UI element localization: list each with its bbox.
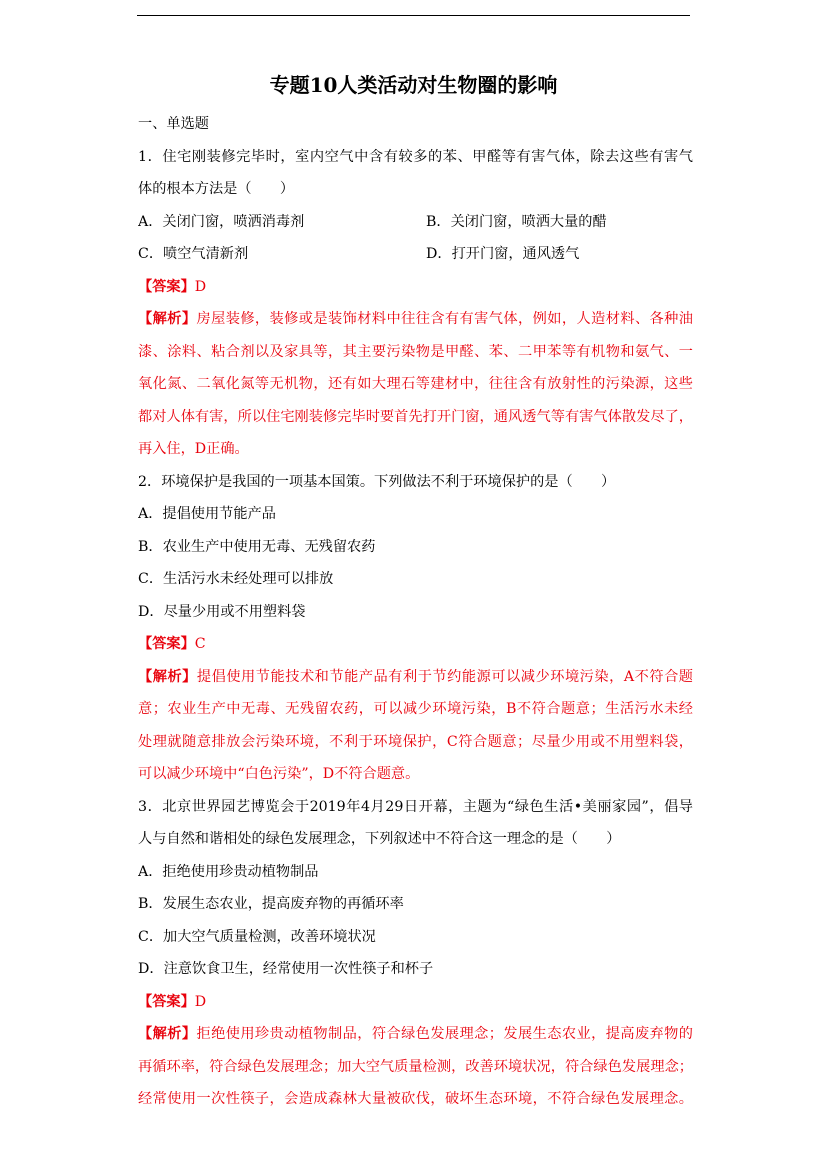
option-a: A．拒绝使用珍贵动植物制品: [138, 863, 319, 880]
analysis-line: 漆、涂料、粘合剂以及家具等，其主要污染物是甲醛、苯、二甲苯等有机物和氨气、一: [138, 343, 693, 360]
document-body: [138, 108, 693, 1116]
option-a: A．关闭门窗，喷洒消毒剂: [138, 213, 305, 230]
answer-value: C: [194, 636, 206, 652]
analysis-line: 经常使用一次性筷子，会造成森林大量被砍伐，破坏生态环境，不符合绿色发展理念。: [138, 1091, 693, 1107]
analysis-tag: 【解析】: [138, 311, 197, 327]
options-row: [138, 238, 693, 271]
analysis-tag: 【解析】: [138, 1026, 197, 1042]
answer-line: [138, 986, 693, 1019]
header-rule: [137, 15, 690, 16]
answer-value: D: [194, 993, 207, 1010]
question-stem-line: 2．环境保护是我国的一项基本国策。下列做法不利于环境保护的是（ ）: [138, 473, 616, 490]
question-1: [138, 141, 693, 466]
analysis-line: 意；农业生产中无毒、无残留农药，可以减少环境污染，B不符合题意；生活污水未经: [138, 701, 693, 717]
question-stem-line: 体的根本方法是（ ）: [138, 181, 295, 197]
analysis-line: 处理就随意排放会污染环境，不利于环境保护，C符合题意；尽量少用或不用塑料袋，: [138, 733, 693, 750]
question-stem-line: 1．住宅刚装修完毕时，室内空气中含有较多的苯、甲醛等有害气体，除去这些有害气: [138, 148, 693, 165]
question-2: [138, 466, 693, 791]
answer-tag: 【答案】: [138, 636, 195, 652]
option-b: B．农业生产中使用无毒、无残留农药: [138, 538, 376, 555]
page-title: 专题10人类活动对生物圈的影响: [269, 73, 558, 97]
analysis-line: [138, 1018, 693, 1051]
question-3: [138, 791, 693, 1116]
analysis-line: 氧化氮、二氧化氮等无机物，还有如大理石等建材中，往往含有放射性的污染源，这些: [138, 376, 693, 392]
answer-tag: 【答案】: [138, 993, 195, 1010]
options-row: [138, 206, 693, 239]
analysis-line: [138, 661, 693, 694]
option-b: B．关闭门窗，喷洒大量的醋: [426, 213, 607, 230]
option-b: B．发展生态农业，提高废弃物的再循环率: [138, 896, 404, 912]
option-c: C．加大空气质量检测，改善环境状况: [138, 928, 376, 945]
option-d: D．打开门窗，通风透气: [426, 246, 580, 262]
analysis-line: 都对人体有害，所以住宅刚装修完毕时要首先打开门窗，通风透气等有害气体散发尽了，: [138, 408, 693, 425]
analysis-line: [138, 303, 693, 336]
analysis-text: 提倡使用节能技术和节能产品有利于节约能源可以减少环境污染，A不符合题: [196, 668, 693, 685]
analysis-line: 再入住，D正确。: [138, 441, 249, 457]
question-stem-line: 3．北京世界园艺博览会于2019年4月29日开幕，主题为“绿色生活•美丽家园”，倡导: [138, 798, 693, 815]
analysis-text: 房屋装修，装修或是装饰材料中往往含有有害气体，例如，人造材料、各种油: [196, 311, 693, 327]
option-d: D．注意饮食卫生，经常使用一次性筷子和杯子: [138, 961, 434, 977]
answer-value: D: [194, 278, 207, 295]
section-heading: 一、单选题: [138, 116, 209, 132]
analysis-line: 可以减少环境中“白色污染”，D不符合题意。: [138, 766, 420, 782]
option-c: C．生活污水未经处理可以排放: [138, 571, 334, 587]
analysis-line: 再循环率，符合绿色发展理念；加大空气质量检测，改善环境状况，符合绿色发展理念；: [138, 1058, 693, 1075]
answer-line: [138, 271, 693, 304]
option-d: D．尽量少用或不用塑料袋: [138, 603, 306, 620]
answer-tag: 【答案】: [138, 278, 195, 295]
analysis-tag: 【解析】: [138, 668, 197, 685]
answer-line: [138, 628, 693, 661]
question-stem-line: 人与自然和谐相处的绿色发展理念，下列叙述中不符合这一理念的是（ ）: [138, 831, 621, 847]
option-c: C．喷空气清新剂: [138, 246, 249, 262]
analysis-text: 拒绝使用珍贵动植物制品，符合绿色发展理念；发展生态农业，提高废弃物的: [196, 1026, 693, 1042]
option-a: A．提倡使用节能产品: [138, 506, 276, 522]
